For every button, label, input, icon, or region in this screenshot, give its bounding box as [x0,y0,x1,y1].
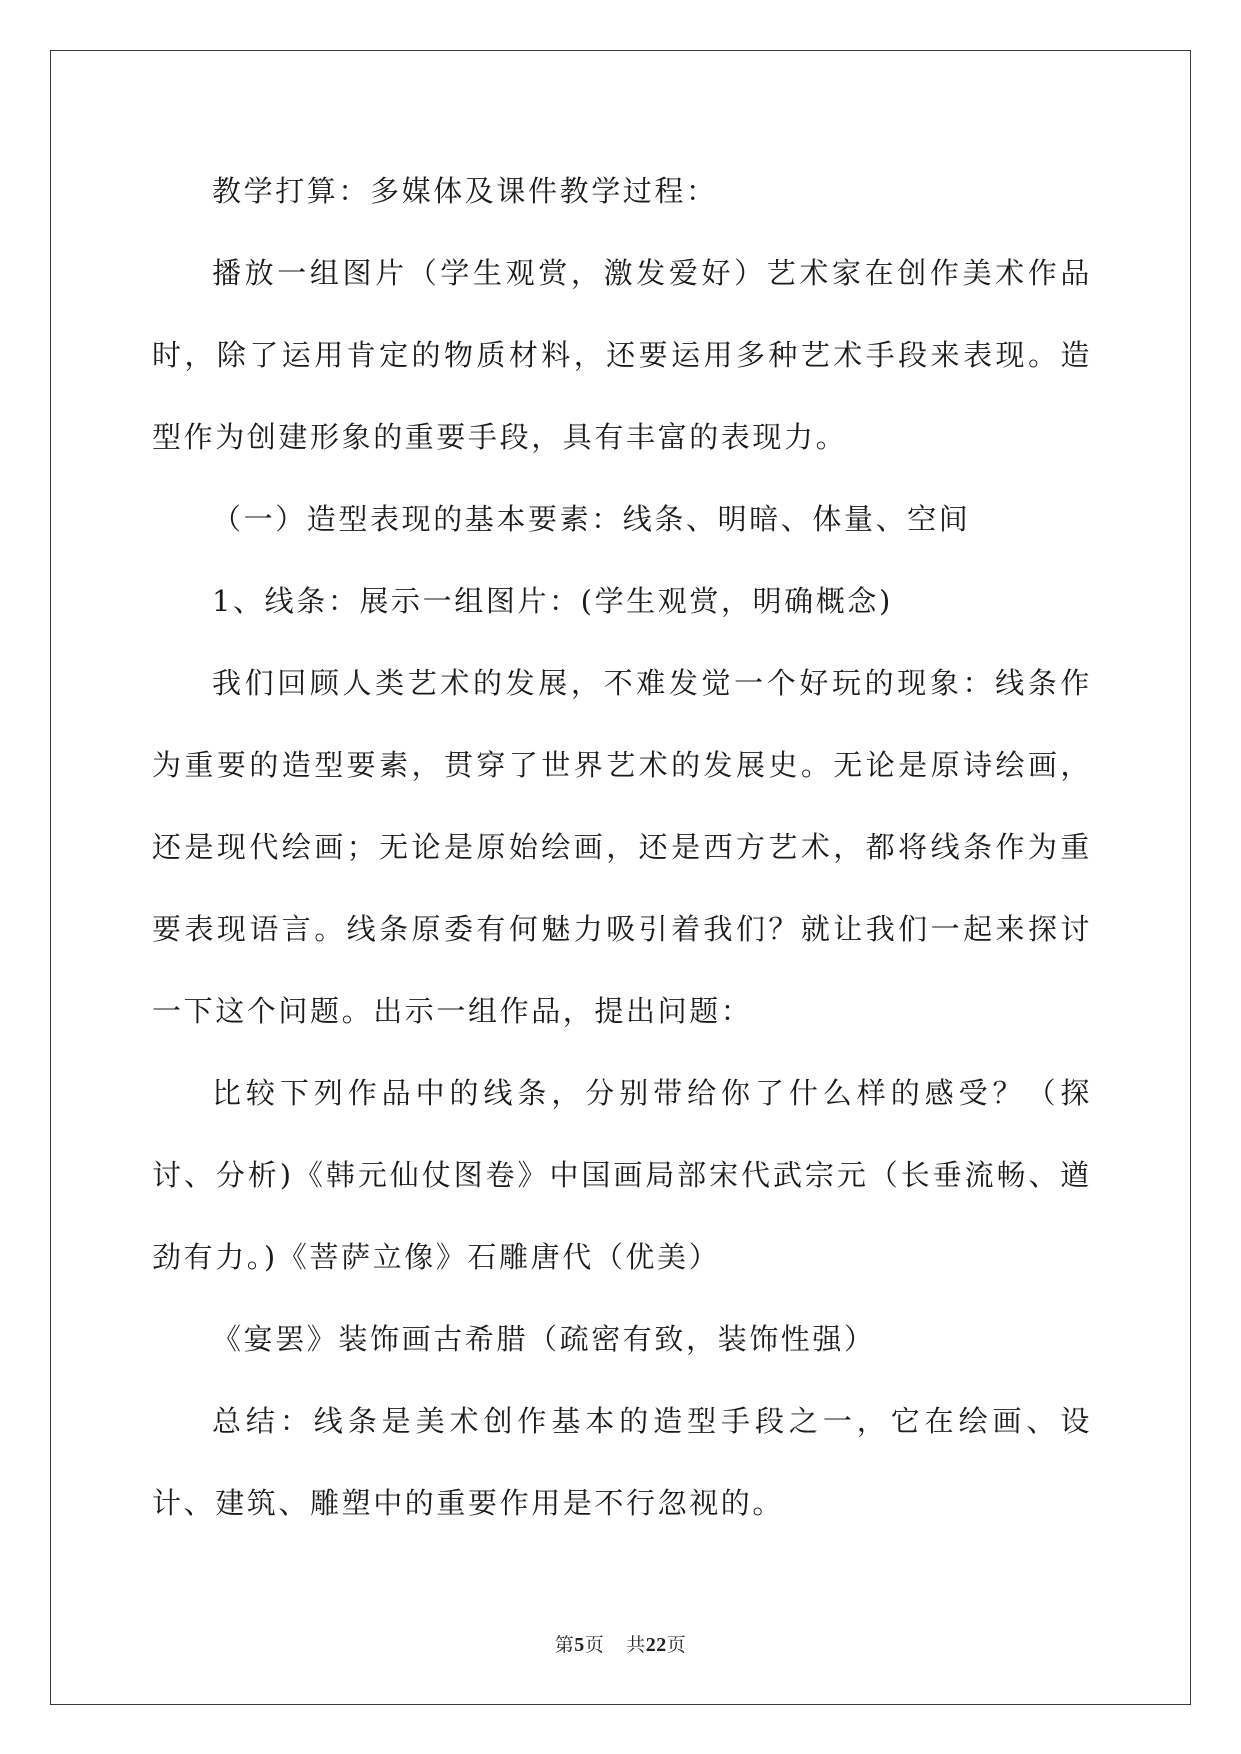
paragraph-introduction: 播放一组图片（学生观赏，激发爱好）艺术家在创作美术作品时，除了运用肯定的物质材料，还要运用多种艺术手段来表现。造型作为创建形象的重要手段，具有丰富的表现力。 [152,256,1092,454]
paragraph-banquet-work: 《宴罢》装饰画古希腊（疏密有致，装饰性强） [212,1322,876,1356]
paragraph-compare-works: 比较下列作品中的线条，分别带给你了什么样的感受？（探讨、分析)《韩元仙仗图卷》中国画局部宋代武宗元（长垂流畅、遒劲有力。)《菩萨立像》石雕唐代（优美） [152,1076,1092,1274]
paragraph-summary: 总结：线条是美术创作基本的造型手段之一，它在绘画、设计、建筑、雕塑中的重要作用是不行忽视的。 [152,1404,1092,1520]
section-heading-elements: （一）造型表现的基本要素：线条、明暗、体量、空间 [212,502,971,536]
document-body [152,150,1092,1544]
total-prefix: 共 [626,1634,646,1656]
subheading-lines: 1、线条：展示一组图片：(学生观赏，明确概念) [212,584,893,618]
page-footer [0,1630,1241,1657]
total-suffix: 页 [666,1634,687,1656]
paragraph-teaching-preparation: 教学打算：多媒体及课件教学过程： [212,174,718,208]
paragraph-art-history: 我们回顾人类艺术的发展，不难发觉一个好玩的现象：线条作为重要的造型要素，贯穿了世界艺术的发展史。无论是原诗绘画，还是现代绘画；无论是原始绘画，还是西方艺术，都将线条作为重要表现语言。线条原委有何魅力吸引着我们？就让我们一起来探讨一下这个问题。出示一组作品，提出问题： [152,666,1092,1028]
page-number: 5 [574,1634,585,1656]
page-suffix: 页 [584,1634,605,1656]
page-prefix: 第 [554,1634,575,1656]
total-pages: 22 [645,1634,667,1656]
